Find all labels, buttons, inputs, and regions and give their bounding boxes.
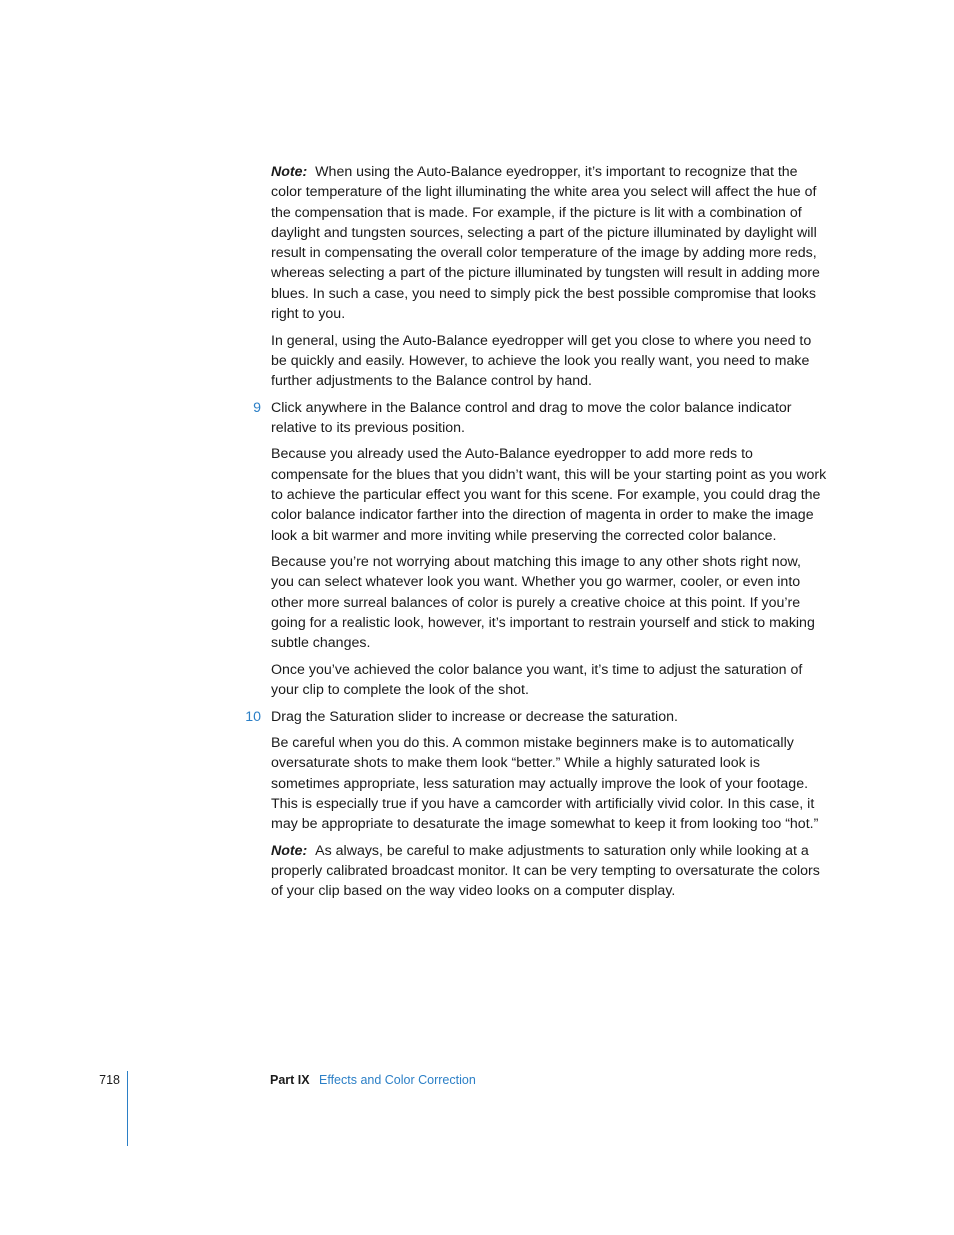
note-text: As always, be careful to make adjustments to saturation only while looking at a properly calibrated broadcast monitor. It can be very tempting to oversaturate the colors of your clip based on the way video looks on a computer display. [271, 842, 820, 900]
footer-section-title: Effects and Color Correction [319, 1073, 476, 1087]
body-paragraph: Once you’ve achieved the color balance you want, it’s time to adjust the saturation of your clip to complete the look of the shot. [271, 661, 803, 699]
body-paragraph: In general, using the Auto-Balance eyedropper will get you close to where you need to be quickly and easily. However, to achieve the look you really want, you need to make further adjustments to the Balance control by hand. [271, 332, 812, 390]
note-label: Note: [271, 164, 308, 180]
note-paragraph [271, 841, 827, 902]
note-text: When using the Auto-Balance eyedropper, it’s important to recognize that the color temperature of the light illuminating the white area you select will affect the hue of the compensation that is made. For example, if the picture is lit with a combination of daylight and tungsten sources, selecting a part of the picture illuminated by daylight will result in compensating the overall color temperature of the image by adding more reds, whereas selecting a part of the picture illuminated by tungsten will result in adding more blues. In such a case, you need to simply pick the best possible compromise that looks right to you. [271, 164, 820, 323]
step-item [253, 398, 827, 439]
step-number: 9 [253, 399, 261, 416]
step-item [245, 707, 827, 727]
note-paragraph [271, 162, 827, 324]
step-text: Drag the Saturation slider to increase or decrease the saturation. [271, 708, 678, 725]
footer-part-label: Part IX [270, 1073, 310, 1087]
body-paragraph: Because you’re not worrying about matching this image to any other shots right now, you can select whatever look you want. Whether you go warmer, cooler, or even into other more surreal balances of color is purely a creative choice at this point. If you’re going for a realistic look, however, it’s important to restrain yourself and stick to making subtle changes. [271, 554, 815, 652]
footer-rule [127, 1071, 128, 1146]
page-number: 718 [99, 1073, 120, 1087]
body-paragraph: Be careful when you do this. A common mistake beginners make is to automatically oversaturate shots to make them look “better.” While a highly saturated look is sometimes appropriate, less saturation may actually improve the look of your footage. This is especially true if you have a camcorder with artificially vivid color. In this case, it may be appropriate to desaturate the image somewhat to keep it from looking too “hot.” [271, 735, 819, 833]
step-number: 10 [245, 708, 261, 725]
page-body [245, 162, 827, 908]
note-label: Note: [271, 842, 308, 859]
step-text: Click anywhere in the Balance control and drag to move the color balance indicator relative to its previous position. [271, 399, 792, 436]
body-paragraph: Because you already used the Auto-Balance eyedropper to add more reds to compensate for the blues that you didn’t want, this will be your starting point as you work to achieve the particular effect you want for this scene. For example, you could drag the color balance indicator farther into the direction of magenta in order to make the image look a bit warmer and more inviting while preserving the corrected color balance. [271, 446, 827, 544]
